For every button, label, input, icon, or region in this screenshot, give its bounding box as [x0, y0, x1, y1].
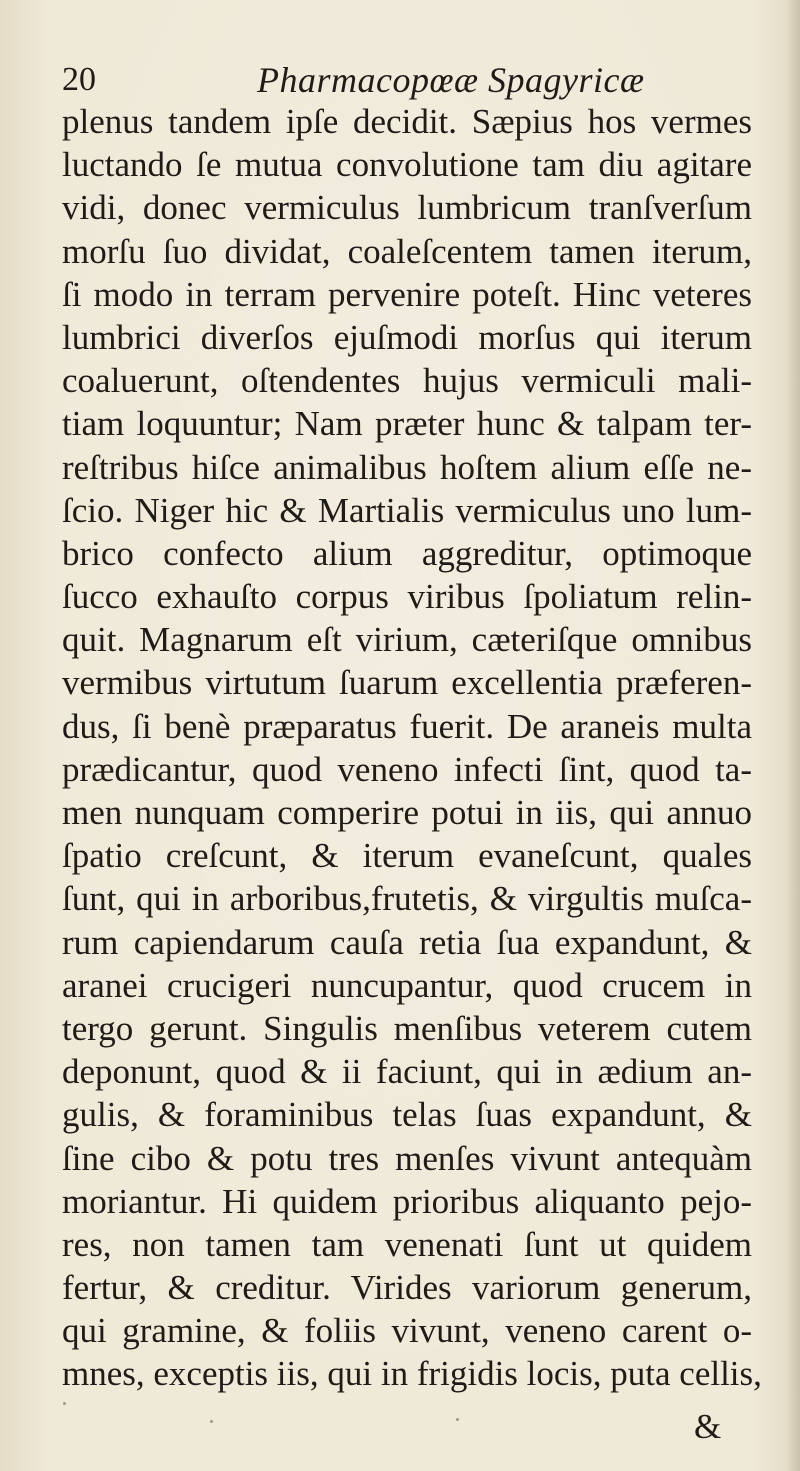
- page-edge-shadow: [786, 0, 800, 1471]
- text-line: dus, ſi benè præparatus fuerit. De araneis multa: [62, 706, 752, 746]
- text-line: morſu ſuo dividat, coaleſcentem tamen iterum,: [62, 231, 752, 271]
- text-line: quit. Magnarum eſt virium, cæteriſque omnibus: [62, 620, 752, 660]
- text-line: mnes, exceptis iis, qui in frigidis locis, puta cellis,: [62, 1354, 762, 1394]
- text-line: ſunt, qui in arboribus,frutetis, & virgultis muſca-: [62, 879, 752, 919]
- page-number: 20: [62, 61, 96, 98]
- text-line: luctando ſe mutua convolutione tam diu agitare: [62, 145, 752, 185]
- text-line: ſi modo in terram pervenire poteſt. Hinc veteres: [62, 274, 752, 314]
- text-line: tergo gerunt. Singulis menſibus veterem cutem: [62, 1008, 752, 1048]
- text-line: lumbrici diverſos ejuſmodi morſus qui iterum: [62, 317, 752, 357]
- text-line: fertur, & creditur. Virides variorum generum,: [62, 1268, 752, 1308]
- running-head: [62, 58, 742, 102]
- text-line: coaluerunt, oſtendentes hujus vermiculi mali-: [62, 361, 752, 401]
- text-line: plenus tandem ipſe decidit. Sæpius hos vermes: [62, 102, 752, 141]
- text-line: deponunt, quod & ii faciunt, qui in ædium an-: [62, 1052, 752, 1092]
- text-line: vidi, donec vermiculus lumbricum tranſverſum: [62, 188, 752, 228]
- paper-speck: [456, 1418, 459, 1421]
- text-line: rum capiendarum cauſa retia ſua expandunt, &: [62, 922, 752, 962]
- text-line: res, non tamen tam venenati ſunt ut quidem: [62, 1224, 752, 1264]
- body-text: [62, 100, 762, 1396]
- text-line: ſine cibo & potu tres menſes vivunt antequàm: [62, 1138, 752, 1178]
- catchword: &: [694, 1407, 722, 1446]
- text-line: ſpatio creſcunt, & iterum evaneſcunt, quales: [62, 836, 752, 876]
- text-line: ſucco exhauſto corpus viribus ſpoliatum relin-: [62, 577, 752, 617]
- text-line: reſtribus hiſce animalibus hoſtem alium eſſe ne-: [62, 447, 752, 487]
- running-title: Pharmacopœæ Spagyricæ: [257, 60, 645, 100]
- text-line: gulis, & foraminibus telas ſuas expandunt, &: [62, 1095, 752, 1135]
- text-line: ſcio. Niger hic & Martialis vermiculus uno lum-: [62, 490, 752, 530]
- paper-speck: [210, 1420, 213, 1423]
- text-line: prædicantur, quod veneno infecti ſint, quod ta-: [62, 749, 752, 789]
- text-line: moriantur. Hi quidem prioribus aliquanto pejo-: [62, 1181, 752, 1221]
- text-line: qui gramine, & foliis vivunt, veneno carent o-: [62, 1311, 752, 1351]
- text-line: vermibus virtutum ſuarum excellentia præferen-: [62, 663, 752, 703]
- text-line: brico confecto alium aggreditur, optimoque: [62, 533, 752, 573]
- text-line: men nunquam comperire potui in iis, qui annuo: [62, 793, 752, 832]
- text-line: tiam loquuntur; Nam præter hunc & talpam ter-: [62, 404, 752, 444]
- text-line: aranei crucigeri nuncupantur, quod crucem in: [62, 965, 752, 1005]
- paper-speck: [63, 1402, 66, 1405]
